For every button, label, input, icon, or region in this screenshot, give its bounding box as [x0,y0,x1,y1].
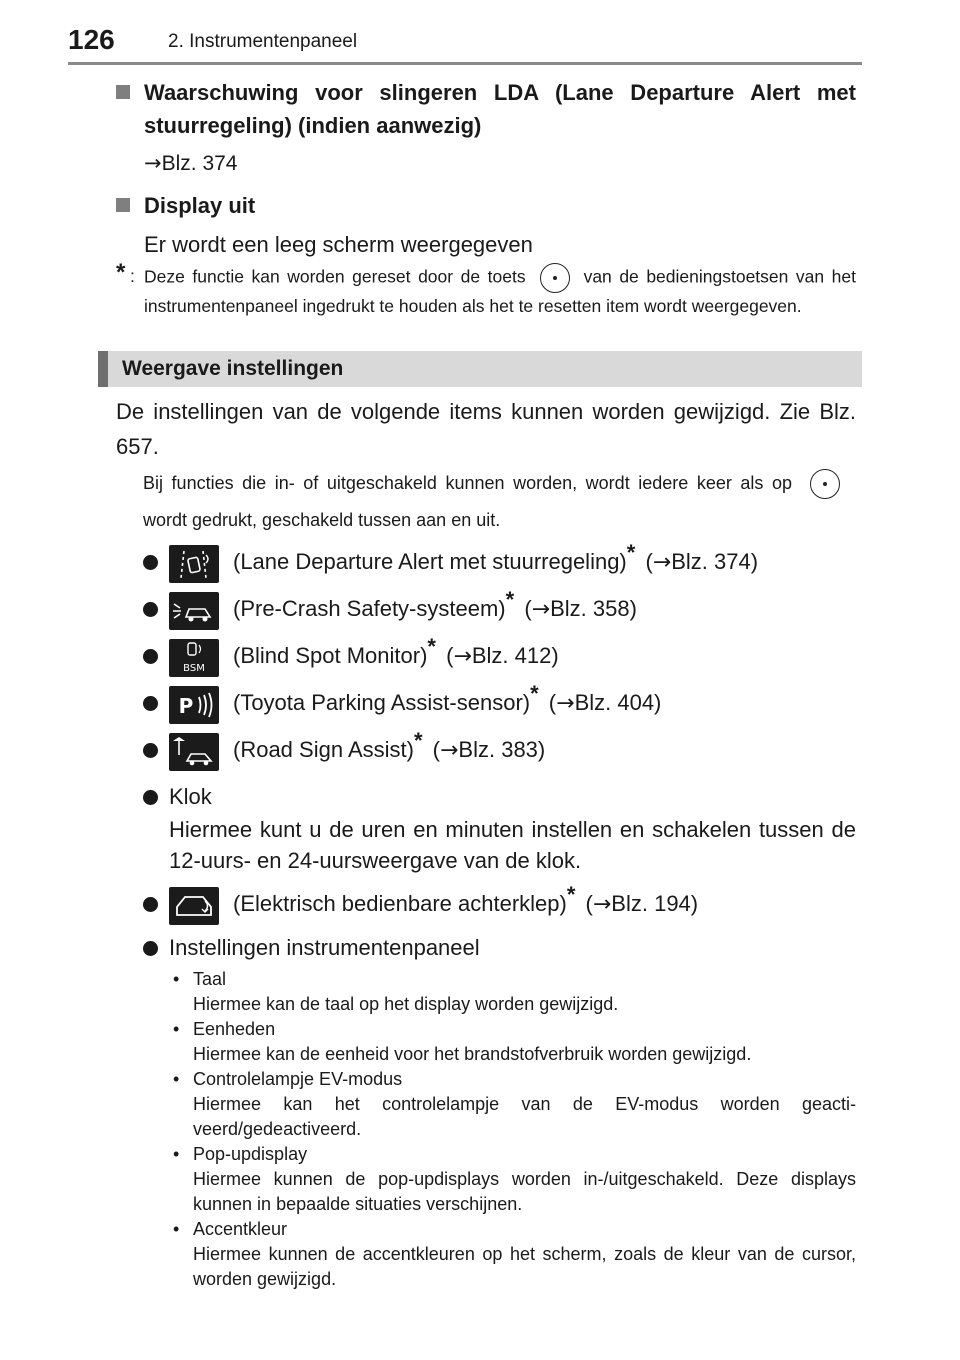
item-ref: Blz. 374) [671,549,759,574]
page-number: 126 [68,24,115,55]
item-label: (Blind Spot Monitor) [233,643,428,668]
ref-paren: ( [645,549,653,574]
sub-item-desc: Hiermee kan de eenheid voor het brandstofverbruik worden gewijzigd. [193,1044,752,1064]
klok-description: Hiermee kunt u de uren en minuten instellen en schakelen tussen de 12-uurs- en 24-uursweergave van de klok. [169,817,856,873]
power-tailgate-icon [169,887,219,925]
list-item-text [233,634,559,669]
sub-bullet: • [173,1069,180,1089]
arrow-right-icon: → [531,597,551,622]
item-label: (Lane Departure Alert met stuurregeling) [233,549,627,574]
sub-item-desc: Hiermee kan de taal op het display worden gewijzigd. [193,994,619,1014]
item-label: (Pre-Crash Safety-systeem) [233,596,506,621]
list-item [143,683,856,730]
item-label: (Road Sign Assist) [233,737,414,762]
item-ref: Blz. 194) [611,891,699,916]
klok-title: Klok [169,784,212,809]
sub-item [169,1142,856,1217]
top-content [116,76,856,320]
square-bullet-icon [116,85,130,99]
sub-bullet: • [173,1019,180,1039]
sub-item-desc: Hiermee kan het controlelampje van de EV-modus worden geactiveerd/gedeactiveerd. [193,1094,856,1139]
footnote-text-2: van de bedieningstoetsen van het instrumentenpaneel ingedrukt te houden als het te resetten item wordt weergegeven. [144,266,856,316]
footnote-star: * [566,882,576,907]
bullet-dot-icon [143,790,158,805]
meter-control-button-icon [810,469,840,499]
item-ref: Blz. 404) [574,690,662,715]
list-item-text [233,728,546,763]
bullet-dot-icon [143,602,158,617]
list-item-text [233,681,662,716]
road-sign-assist-icon [169,733,219,771]
footnote-star: * [626,540,636,565]
svg-text:BSM: BSM [183,663,205,674]
ref-paren: ( [548,690,557,715]
bullet-dot-icon [143,897,158,912]
sub-item [169,1017,856,1067]
sub-item-title: Accentkleur [193,1219,288,1239]
ref-paren: ( [524,596,532,621]
bullet-dot-icon [143,555,158,570]
footnote-star: * [116,259,126,286]
list-item [143,589,856,636]
item-ref: Blz. 383) [458,737,546,762]
lda-ref-text: Blz. 374 [161,152,238,175]
svg-text:P: P [178,694,194,718]
sub-item-desc: Hiermee kunnen de pop-updisplays worden in-/uitgeschakeld. Deze displays kunnen in bepaalde situaties verschijnen. [193,1169,856,1214]
page-header [68,24,860,62]
display-off-text: Er wordt een leeg scherm weergegeven [144,232,533,257]
bullet-dot-icon [143,743,158,758]
section-title: Weergave instellingen [122,357,344,380]
lda-heading [116,76,856,142]
section-header [98,351,862,387]
sub-item-title: Controlelampje EV-modus [193,1069,403,1089]
sub-item-title: Pop-updisplay [193,1144,308,1164]
sub-bullet: • [173,1219,180,1239]
list-item-text [233,587,637,622]
list-item-instrument [143,933,856,1292]
footnote-colon: : [130,266,135,286]
square-bullet-icon [116,198,130,212]
parking-assist-icon [169,686,219,724]
item-label: (Elektrisch bedienbare achterklep) [233,891,567,916]
list-item-text [233,882,699,917]
sub-bullet: • [173,969,180,989]
display-off-heading-text: Display uit [144,193,256,218]
instrument-sub-list [143,967,856,1292]
bullet-dot-icon [143,649,158,664]
toggle-text-2: wordt gedrukt, geschakeld tussen aan en uit. [143,510,501,530]
item-ref: Blz. 412) [471,643,559,668]
sub-item [169,1217,856,1292]
lda-reference [116,148,856,179]
sub-item [169,1067,856,1142]
header-divider [68,62,862,65]
bullet-dot-icon [143,696,158,711]
footnote-star: * [427,634,436,659]
ref-paren: ( [432,737,440,762]
ref-paren: ( [585,891,593,916]
blind-spot-monitor-icon [169,639,219,677]
display-off-heading [116,189,856,222]
footnote-text-1: Deze functie kan worden gereset door de toets [144,266,526,287]
arrow-right-icon: → [453,644,472,669]
arrow-right-icon: → [592,892,612,917]
list-item-klok [143,782,856,876]
sub-item-title: Eenheden [193,1019,276,1039]
sub-bullet: • [173,1144,180,1164]
footnote-star: * [530,681,539,706]
sub-item-desc: Hiermee kunnen de accentkleuren op het scherm, zoals de kleur van de cursor, worden gewijzigd. [193,1244,856,1289]
arrow-right-icon: → [439,738,459,763]
intro-paragraph: De instellingen van de volgende items kunnen worden gewijzigd. Zie Blz. 657. [116,399,856,459]
footnote-star: * [505,587,515,612]
footnote [116,259,856,320]
list-item [143,636,856,683]
list-item [143,884,856,931]
sub-item [169,967,856,1017]
lda-heading-text: Waarschuwing voor slingeren LDA (Lane Departure Alert met stuurregeling) (indien aanwezig) [144,80,856,138]
toggle-text-1: Bij functies die in- of uitgeschakeld kunnen worden, wordt iedere keer als op [143,473,792,493]
pre-crash-safety-icon [169,592,219,630]
lane-departure-alert-icon [169,545,219,583]
ref-paren: ( [446,643,454,668]
list-item [143,730,856,777]
list-item [143,542,856,589]
arrow-right-icon: → [556,691,575,716]
arrow-right-icon: → [652,550,672,575]
toggle-explanation [143,465,856,539]
instrument-title: Instellingen instrumentenpaneel [169,935,480,960]
sub-item-title: Taal [193,969,227,989]
bullet-dot-icon [143,941,158,956]
settings-list [143,542,856,1292]
meter-control-button-icon [540,263,570,293]
arrow-right-icon: → [144,151,162,175]
footnote-star: * [413,728,423,753]
chapter-title: 2. Instrumentenpaneel [168,31,358,52]
item-ref: Blz. 358) [550,596,637,621]
item-label: (Toyota Parking Assist-sensor) [233,690,531,715]
list-item-text [233,540,759,575]
